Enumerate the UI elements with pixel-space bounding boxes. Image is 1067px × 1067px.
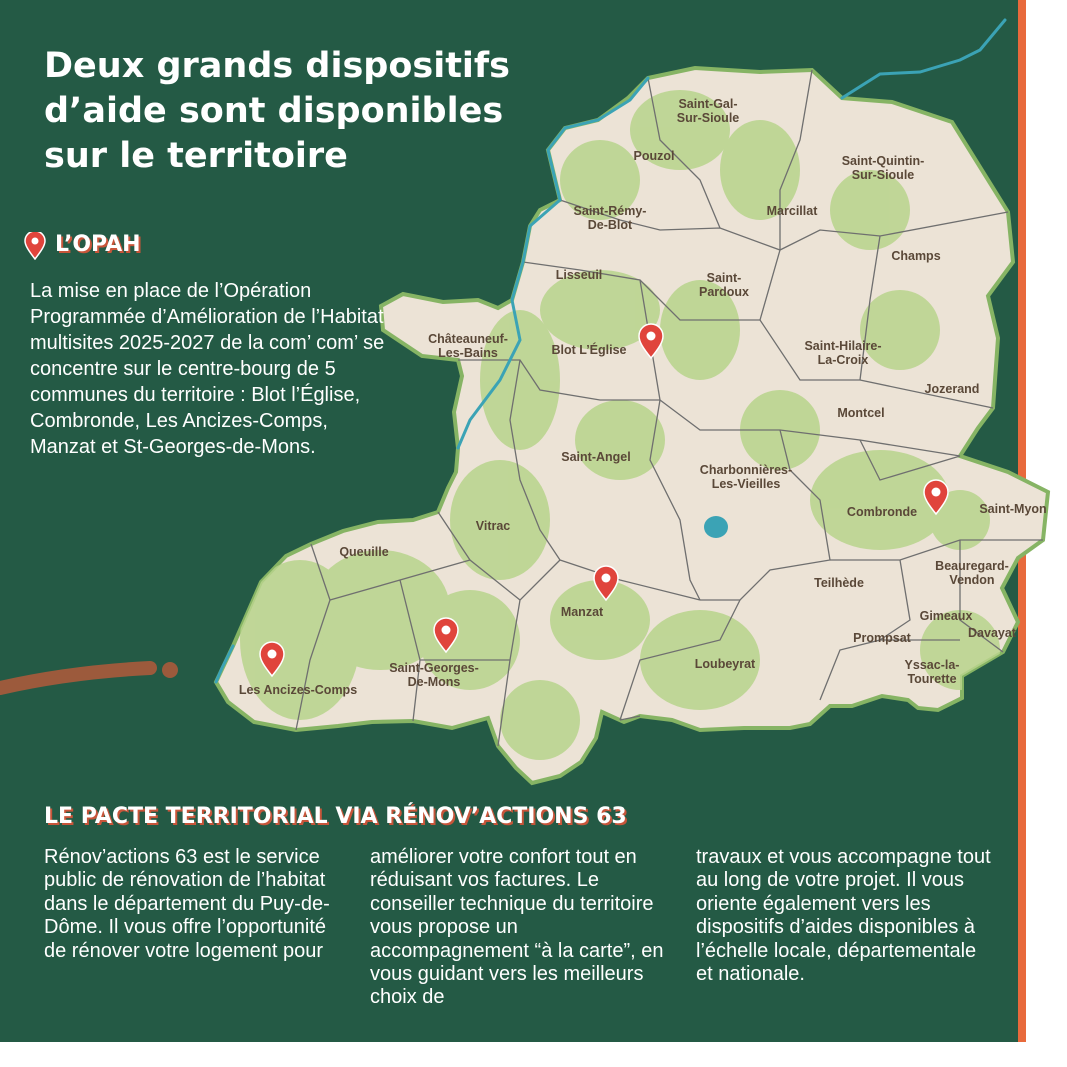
label-teilhede: Teilhède [814,576,864,590]
label-saint-georges: Saint-Georges-De-Mons [389,661,479,689]
map-pin-icon [24,232,46,260]
opah-description: La mise en place de l’Opération Programmée d’Amélioration de l’Habitat multisites 2025-2027 de la com’ com’ se concentre sur le centre-bourg de 5 communes du territoire : Blot l’Église, Combronde, Les Ancizes-Comps, Manzat et St-Georges-de-Mons. [30,280,385,458]
label-saint-quintin: Saint-Quintin-Sur-Sioule [841,154,925,182]
label-lisseuil: Lisseuil [555,268,603,282]
pacte-text-column-3: travaux et vous accompagne tout au long de votre projet. Il vous oriente également vers les dispositifs d’aides disponibles à l’échelle locale, départementale et nationale. [696,846,991,986]
label-davayat: Davayat [968,626,1016,640]
label-prompsat: Prompsat [853,631,911,645]
label-queuille: Queuille [339,545,389,559]
pacte-heading: LE PACTE TERRITORIAL VIA RÉNOV’ACTIONS 63 [44,804,627,829]
label-saint-hilaire: Saint-Hilaire-La-Croix [804,339,882,367]
label-les-ancizes: Les Ancizes-Comps [238,683,358,697]
label-combronde: Combronde [846,505,918,519]
label-marcillat: Marcillat [766,204,818,218]
label-chateauneuf: Châteauneuf-Les-Bains [428,332,508,360]
pacte-text-column-1: Rénov’actions 63 est le service public de rénovation de l’habitat dans le département du Puy-de-Dôme. Il vous offre l’opportunité de rénover votre logement pour [44,846,330,962]
label-manzat: Manzat [560,605,604,619]
label-jozerand: Jozerand [924,382,980,396]
pacte-text-column-2: améliorer votre confort tout en réduisant vos factures. Le conseiller technique du territoire vous propose un accompagnement “à la carte”, en vous guidant vers les meilleurs choix de [370,846,664,1009]
label-loubeyrat: Loubeyrat [694,657,756,671]
label-gimeaux: Gimeaux [919,609,973,623]
label-vitrac: Vitrac [475,519,511,533]
label-saint-pardoux: Saint-Pardoux [698,271,750,299]
label-yssac: Yssac-la-Tourette [904,658,960,686]
opah-heading: L’OPAH [55,232,141,257]
label-montcel: Montcel [837,406,885,420]
page-title: Deux grands dispositifs d’aide sont disponibles sur le territoire [44,46,510,176]
label-beauregard: Beauregard-Vendon [935,559,1009,587]
label-saint-gal: Saint-Gal-Sur-Sioule [676,97,740,125]
label-blot: Blot L’Église [551,343,627,357]
label-saint-myon: Saint-Myon [979,502,1047,516]
label-champs: Champs [891,249,941,263]
label-pouzol: Pouzol [633,149,675,163]
label-saint-remy: Saint-Rémy-De-Blot [573,204,647,232]
label-saint-angel: Saint-Angel [561,450,631,464]
label-charbonnieres: Charbonnières-Les-Vieilles [699,463,793,491]
decorative-trail [0,662,178,688]
lake [704,516,728,538]
